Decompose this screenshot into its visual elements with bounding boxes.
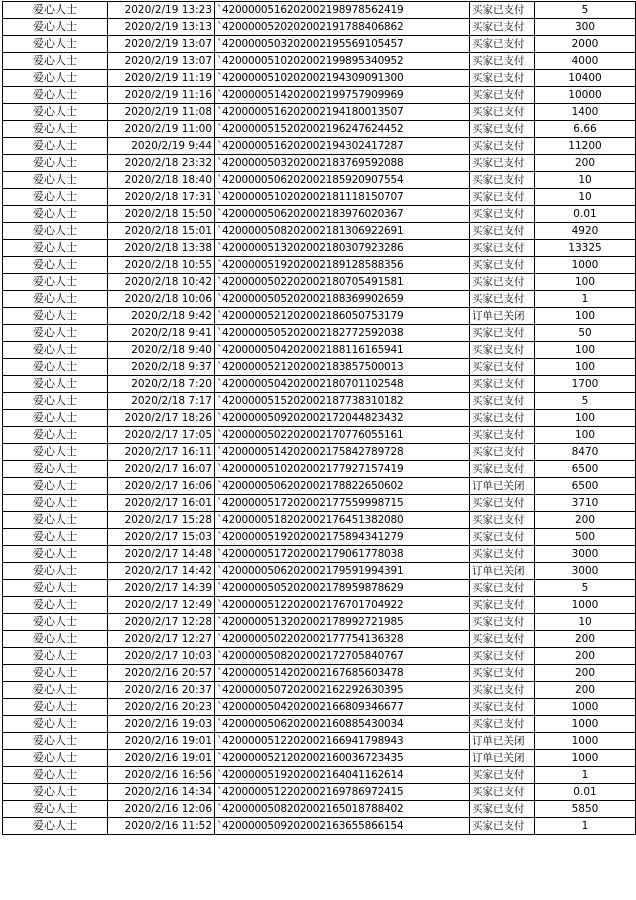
- order-number-cell: `4200000505202002188369902659: [215, 291, 470, 308]
- status-cell: 买家已支付: [470, 546, 535, 563]
- time-cell: 2020/2/16 11:52: [108, 818, 215, 835]
- amount-cell: 6500: [535, 478, 636, 495]
- table-row: [3, 36, 636, 53]
- status-cell: 买家已支付: [470, 427, 535, 444]
- table-row: [3, 767, 636, 784]
- table-row: [3, 478, 636, 495]
- amount-cell: 200: [535, 512, 636, 529]
- amount-cell: 10000: [535, 87, 636, 104]
- time-cell: 2020/2/18 9:37: [108, 359, 215, 376]
- order-number-cell: `4200000514202002199757909969: [215, 87, 470, 104]
- time-cell: 2020/2/17 14:42: [108, 563, 215, 580]
- table-row: [3, 461, 636, 478]
- table-row: [3, 223, 636, 240]
- status-cell: 买家已支付: [470, 648, 535, 665]
- order-number-cell: `4200000514202002175842789728: [215, 444, 470, 461]
- table-row: [3, 410, 636, 427]
- status-cell: 买家已支付: [470, 36, 535, 53]
- time-cell: 2020/2/16 20:37: [108, 682, 215, 699]
- order-number-cell: `4200000502202002180705491581: [215, 274, 470, 291]
- status-cell: 买家已支付: [470, 70, 535, 87]
- order-number-cell: `4200000521202002183857500013: [215, 359, 470, 376]
- amount-cell: 1000: [535, 733, 636, 750]
- status-cell: 买家已支付: [470, 291, 535, 308]
- status-cell: 订单已关闭: [470, 750, 535, 767]
- order-number-cell: `4200000507202002162292630395: [215, 682, 470, 699]
- donor-name-cell: 爱心人士: [3, 376, 108, 393]
- status-cell: 买家已支付: [470, 257, 535, 274]
- time-cell: 2020/2/18 9:40: [108, 342, 215, 359]
- amount-cell: 100: [535, 308, 636, 325]
- donor-name-cell: 爱心人士: [3, 716, 108, 733]
- amount-cell: 500: [535, 529, 636, 546]
- table-row: [3, 597, 636, 614]
- table-row: [3, 325, 636, 342]
- amount-cell: 6500: [535, 461, 636, 478]
- status-cell: 买家已支付: [470, 2, 535, 19]
- donor-name-cell: 爱心人士: [3, 478, 108, 495]
- table-row: [3, 376, 636, 393]
- time-cell: 2020/2/17 16:06: [108, 478, 215, 495]
- time-cell: 2020/2/18 15:50: [108, 206, 215, 223]
- amount-cell: 10: [535, 614, 636, 631]
- table-row: [3, 87, 636, 104]
- donor-name-cell: 爱心人士: [3, 461, 108, 478]
- order-number-cell: `4200000521202002186050753179: [215, 308, 470, 325]
- table-row: [3, 665, 636, 682]
- order-number-cell: `4200000506202002185920907554: [215, 172, 470, 189]
- time-cell: 2020/2/17 15:28: [108, 512, 215, 529]
- amount-cell: 10: [535, 172, 636, 189]
- amount-cell: 1000: [535, 597, 636, 614]
- table-row: [3, 104, 636, 121]
- table-row: [3, 257, 636, 274]
- table-row: [3, 750, 636, 767]
- order-number-cell: `4200000517202002179061778038: [215, 546, 470, 563]
- table-row: [3, 801, 636, 818]
- status-cell: 买家已支付: [470, 19, 535, 36]
- time-cell: 2020/2/17 12:28: [108, 614, 215, 631]
- table-row: [3, 393, 636, 410]
- status-cell: 订单已关闭: [470, 733, 535, 750]
- time-cell: 2020/2/19 11:08: [108, 104, 215, 121]
- donor-name-cell: 爱心人士: [3, 104, 108, 121]
- amount-cell: 11200: [535, 138, 636, 155]
- table-row: [3, 682, 636, 699]
- donor-name-cell: 爱心人士: [3, 223, 108, 240]
- donor-name-cell: 爱心人士: [3, 784, 108, 801]
- donor-name-cell: 爱心人士: [3, 818, 108, 835]
- status-cell: 买家已支付: [470, 104, 535, 121]
- status-cell: 买家已支付: [470, 784, 535, 801]
- amount-cell: 100: [535, 410, 636, 427]
- order-number-cell: `4200000518202002176451382080: [215, 512, 470, 529]
- status-cell: 买家已支付: [470, 529, 535, 546]
- amount-cell: 4000: [535, 53, 636, 70]
- status-cell: 买家已支付: [470, 716, 535, 733]
- time-cell: 2020/2/19 11:00: [108, 121, 215, 138]
- time-cell: 2020/2/17 16:07: [108, 461, 215, 478]
- order-number-cell: `4200000519202002189128588356: [215, 257, 470, 274]
- donor-name-cell: 爱心人士: [3, 733, 108, 750]
- time-cell: 2020/2/16 19:03: [108, 716, 215, 733]
- table-row: [3, 2, 636, 19]
- table-row: [3, 240, 636, 257]
- status-cell: 买家已支付: [470, 240, 535, 257]
- amount-cell: 100: [535, 427, 636, 444]
- amount-cell: 100: [535, 274, 636, 291]
- order-number-cell: `4200000505202002178959878629: [215, 580, 470, 597]
- table-row: [3, 121, 636, 138]
- table-row: [3, 580, 636, 597]
- amount-cell: 0.01: [535, 784, 636, 801]
- time-cell: 2020/2/16 19:01: [108, 750, 215, 767]
- donor-name-cell: 爱心人士: [3, 240, 108, 257]
- order-number-cell: `4200000512202002166941798943: [215, 733, 470, 750]
- donor-name-cell: 爱心人士: [3, 308, 108, 325]
- table-row: [3, 733, 636, 750]
- donor-name-cell: 爱心人士: [3, 87, 108, 104]
- table-row: [3, 359, 636, 376]
- time-cell: 2020/2/19 9:44: [108, 138, 215, 155]
- donor-name-cell: 爱心人士: [3, 750, 108, 767]
- time-cell: 2020/2/17 17:05: [108, 427, 215, 444]
- time-cell: 2020/2/19 13:13: [108, 19, 215, 36]
- order-number-cell: `4200000515202002187738310182: [215, 393, 470, 410]
- status-cell: 买家已支付: [470, 138, 535, 155]
- time-cell: 2020/2/18 10:42: [108, 274, 215, 291]
- status-cell: 买家已支付: [470, 801, 535, 818]
- status-cell: 买家已支付: [470, 155, 535, 172]
- amount-cell: 1: [535, 767, 636, 784]
- amount-cell: 5850: [535, 801, 636, 818]
- donor-name-cell: 爱心人士: [3, 206, 108, 223]
- status-cell: 订单已关闭: [470, 478, 535, 495]
- time-cell: 2020/2/18 10:06: [108, 291, 215, 308]
- table-row: [3, 716, 636, 733]
- donor-name-cell: 爱心人士: [3, 631, 108, 648]
- time-cell: 2020/2/18 7:17: [108, 393, 215, 410]
- table-row: [3, 546, 636, 563]
- donation-table-body: [3, 2, 636, 835]
- status-cell: 买家已支付: [470, 325, 535, 342]
- amount-cell: 1000: [535, 257, 636, 274]
- donor-name-cell: 爱心人士: [3, 767, 108, 784]
- status-cell: 买家已支付: [470, 87, 535, 104]
- status-cell: 买家已支付: [470, 699, 535, 716]
- status-cell: 买家已支付: [470, 359, 535, 376]
- donor-name-cell: 爱心人士: [3, 563, 108, 580]
- donor-name-cell: 爱心人士: [3, 36, 108, 53]
- status-cell: 买家已支付: [470, 444, 535, 461]
- status-cell: 买家已支付: [470, 189, 535, 206]
- table-row: [3, 138, 636, 155]
- time-cell: 2020/2/18 13:38: [108, 240, 215, 257]
- order-number-cell: `4200000510202002177927157419: [215, 461, 470, 478]
- amount-cell: 200: [535, 665, 636, 682]
- donor-name-cell: 爱心人士: [3, 2, 108, 19]
- amount-cell: 200: [535, 648, 636, 665]
- donor-name-cell: 爱心人士: [3, 359, 108, 376]
- amount-cell: 2000: [535, 36, 636, 53]
- table-row: [3, 784, 636, 801]
- order-number-cell: `4200000510202002181118150707: [215, 189, 470, 206]
- table-row: [3, 648, 636, 665]
- donor-name-cell: 爱心人士: [3, 138, 108, 155]
- order-number-cell: `4200000513202002178992721985: [215, 614, 470, 631]
- time-cell: 2020/2/19 13:07: [108, 53, 215, 70]
- status-cell: 买家已支付: [470, 393, 535, 410]
- time-cell: 2020/2/17 10:03: [108, 648, 215, 665]
- time-cell: 2020/2/17 12:49: [108, 597, 215, 614]
- donor-name-cell: 爱心人士: [3, 342, 108, 359]
- donor-name-cell: 爱心人士: [3, 53, 108, 70]
- time-cell: 2020/2/18 18:40: [108, 172, 215, 189]
- time-cell: 2020/2/18 7:20: [108, 376, 215, 393]
- amount-cell: 50: [535, 325, 636, 342]
- order-number-cell: `4200000508202002172705840767: [215, 648, 470, 665]
- amount-cell: 200: [535, 155, 636, 172]
- order-number-cell: `4200000503202002195569105457: [215, 36, 470, 53]
- time-cell: 2020/2/18 9:42: [108, 308, 215, 325]
- donor-name-cell: 爱心人士: [3, 155, 108, 172]
- donor-name-cell: 爱心人士: [3, 19, 108, 36]
- table-row: [3, 614, 636, 631]
- amount-cell: 3000: [535, 563, 636, 580]
- order-number-cell: `4200000519202002175894341279: [215, 529, 470, 546]
- amount-cell: 4920: [535, 223, 636, 240]
- table-row: [3, 172, 636, 189]
- table-row: [3, 274, 636, 291]
- order-number-cell: `4200000516202002194180013507: [215, 104, 470, 121]
- order-number-cell: `4200000505202002182772592038: [215, 325, 470, 342]
- amount-cell: 8470: [535, 444, 636, 461]
- status-cell: 买家已支付: [470, 274, 535, 291]
- table-row: [3, 342, 636, 359]
- table-row: [3, 512, 636, 529]
- time-cell: 2020/2/16 19:01: [108, 733, 215, 750]
- time-cell: 2020/2/16 14:34: [108, 784, 215, 801]
- amount-cell: 13325: [535, 240, 636, 257]
- amount-cell: 300: [535, 19, 636, 36]
- order-number-cell: `4200000521202002160036723435: [215, 750, 470, 767]
- amount-cell: 200: [535, 631, 636, 648]
- order-number-cell: `4200000504202002188116165941: [215, 342, 470, 359]
- status-cell: 买家已支付: [470, 172, 535, 189]
- amount-cell: 3000: [535, 546, 636, 563]
- donor-name-cell: 爱心人士: [3, 648, 108, 665]
- status-cell: 买家已支付: [470, 597, 535, 614]
- status-cell: 买家已支付: [470, 53, 535, 70]
- donor-name-cell: 爱心人士: [3, 189, 108, 206]
- amount-cell: 0.01: [535, 206, 636, 223]
- donor-name-cell: 爱心人士: [3, 291, 108, 308]
- table-row: [3, 529, 636, 546]
- status-cell: 买家已支付: [470, 580, 535, 597]
- amount-cell: 3710: [535, 495, 636, 512]
- table-row: [3, 155, 636, 172]
- amount-cell: 100: [535, 342, 636, 359]
- status-cell: 买家已支付: [470, 512, 535, 529]
- time-cell: 2020/2/18 23:32: [108, 155, 215, 172]
- order-number-cell: `4200000502202002177754136328: [215, 631, 470, 648]
- order-number-cell: `4200000516202002194302417287: [215, 138, 470, 155]
- status-cell: 买家已支付: [470, 223, 535, 240]
- donor-name-cell: 爱心人士: [3, 393, 108, 410]
- donation-table: [2, 1, 636, 835]
- table-row: [3, 19, 636, 36]
- table-row: [3, 444, 636, 461]
- amount-cell: 100: [535, 359, 636, 376]
- order-number-cell: `4200000510202002194309091300: [215, 70, 470, 87]
- order-number-cell: `4200000519202002164041162614: [215, 767, 470, 784]
- amount-cell: 5: [535, 2, 636, 19]
- order-number-cell: `4200000508202002181306922691: [215, 223, 470, 240]
- table-row: [3, 495, 636, 512]
- status-cell: 买家已支付: [470, 376, 535, 393]
- donor-name-cell: 爱心人士: [3, 274, 108, 291]
- status-cell: 买家已支付: [470, 665, 535, 682]
- time-cell: 2020/2/18 15:01: [108, 223, 215, 240]
- status-cell: 买家已支付: [470, 818, 535, 835]
- donor-name-cell: 爱心人士: [3, 529, 108, 546]
- status-cell: 买家已支付: [470, 495, 535, 512]
- order-number-cell: `4200000513202002180307923286: [215, 240, 470, 257]
- order-number-cell: `4200000504202002180701102548: [215, 376, 470, 393]
- time-cell: 2020/2/19 11:19: [108, 70, 215, 87]
- amount-cell: 1000: [535, 699, 636, 716]
- status-cell: 买家已支付: [470, 410, 535, 427]
- amount-cell: 1400: [535, 104, 636, 121]
- amount-cell: 5: [535, 580, 636, 597]
- time-cell: 2020/2/17 16:11: [108, 444, 215, 461]
- table-row: [3, 699, 636, 716]
- donor-name-cell: 爱心人士: [3, 546, 108, 563]
- time-cell: 2020/2/17 15:03: [108, 529, 215, 546]
- order-number-cell: `4200000508202002165018788402: [215, 801, 470, 818]
- order-number-cell: `4200000509202002172044823432: [215, 410, 470, 427]
- amount-cell: 10: [535, 189, 636, 206]
- amount-cell: 6.66: [535, 121, 636, 138]
- donor-name-cell: 爱心人士: [3, 427, 108, 444]
- order-number-cell: `4200000514202002167685603478: [215, 665, 470, 682]
- amount-cell: 200: [535, 682, 636, 699]
- amount-cell: 1: [535, 291, 636, 308]
- donor-name-cell: 爱心人士: [3, 444, 108, 461]
- status-cell: 买家已支付: [470, 206, 535, 223]
- amount-cell: 5: [535, 393, 636, 410]
- status-cell: 买家已支付: [470, 767, 535, 784]
- time-cell: 2020/2/17 18:26: [108, 410, 215, 427]
- time-cell: 2020/2/19 11:16: [108, 87, 215, 104]
- order-number-cell: `4200000516202002198978562419: [215, 2, 470, 19]
- table-row: [3, 563, 636, 580]
- time-cell: 2020/2/18 9:41: [108, 325, 215, 342]
- status-cell: 买家已支付: [470, 461, 535, 478]
- amount-cell: 1000: [535, 750, 636, 767]
- status-cell: 订单已关闭: [470, 308, 535, 325]
- order-number-cell: `4200000506202002183976020367: [215, 206, 470, 223]
- donor-name-cell: 爱心人士: [3, 257, 108, 274]
- table-row: [3, 206, 636, 223]
- time-cell: 2020/2/19 13:07: [108, 36, 215, 53]
- table-row: [3, 70, 636, 87]
- order-number-cell: `4200000512202002176701704922: [215, 597, 470, 614]
- status-cell: 买家已支付: [470, 342, 535, 359]
- amount-cell: 10400: [535, 70, 636, 87]
- order-number-cell: `4200000510202002199895340952: [215, 53, 470, 70]
- time-cell: 2020/2/16 12:06: [108, 801, 215, 818]
- time-cell: 2020/2/17 12:27: [108, 631, 215, 648]
- order-number-cell: `4200000517202002177559998715: [215, 495, 470, 512]
- table-row: [3, 427, 636, 444]
- order-number-cell: `4200000506202002179591994391: [215, 563, 470, 580]
- donor-name-cell: 爱心人士: [3, 325, 108, 342]
- order-number-cell: `4200000520202002191788406862: [215, 19, 470, 36]
- donor-name-cell: 爱心人士: [3, 699, 108, 716]
- time-cell: 2020/2/19 13:23: [108, 2, 215, 19]
- status-cell: 买家已支付: [470, 121, 535, 138]
- order-number-cell: `4200000506202002178822650602: [215, 478, 470, 495]
- table-row: [3, 308, 636, 325]
- donor-name-cell: 爱心人士: [3, 682, 108, 699]
- order-number-cell: `4200000515202002196247624452: [215, 121, 470, 138]
- donor-name-cell: 爱心人士: [3, 495, 108, 512]
- donor-name-cell: 爱心人士: [3, 172, 108, 189]
- donor-name-cell: 爱心人士: [3, 801, 108, 818]
- order-number-cell: `4200000503202002183769592088: [215, 155, 470, 172]
- status-cell: 订单已关闭: [470, 563, 535, 580]
- status-cell: 买家已支付: [470, 631, 535, 648]
- donor-name-cell: 爱心人士: [3, 512, 108, 529]
- table-row: [3, 291, 636, 308]
- donor-name-cell: 爱心人士: [3, 121, 108, 138]
- order-number-cell: `4200000506202002160885430034: [215, 716, 470, 733]
- time-cell: 2020/2/18 10:55: [108, 257, 215, 274]
- donor-name-cell: 爱心人士: [3, 665, 108, 682]
- table-row: [3, 53, 636, 70]
- time-cell: 2020/2/18 17:31: [108, 189, 215, 206]
- status-cell: 买家已支付: [470, 614, 535, 631]
- time-cell: 2020/2/16 16:56: [108, 767, 215, 784]
- time-cell: 2020/2/17 16:01: [108, 495, 215, 512]
- amount-cell: 1000: [535, 716, 636, 733]
- time-cell: 2020/2/17 14:48: [108, 546, 215, 563]
- status-cell: 买家已支付: [470, 682, 535, 699]
- time-cell: 2020/2/16 20:57: [108, 665, 215, 682]
- table-row: [3, 631, 636, 648]
- donor-name-cell: 爱心人士: [3, 410, 108, 427]
- time-cell: 2020/2/16 20:23: [108, 699, 215, 716]
- donor-name-cell: 爱心人士: [3, 580, 108, 597]
- table-row: [3, 818, 636, 835]
- order-number-cell: `4200000502202002170776055161: [215, 427, 470, 444]
- amount-cell: 1700: [535, 376, 636, 393]
- order-number-cell: `4200000512202002169786972415: [215, 784, 470, 801]
- order-number-cell: `4200000504202002166809346677: [215, 699, 470, 716]
- donor-name-cell: 爱心人士: [3, 614, 108, 631]
- donor-name-cell: 爱心人士: [3, 597, 108, 614]
- time-cell: 2020/2/17 14:39: [108, 580, 215, 597]
- donor-name-cell: 爱心人士: [3, 70, 108, 87]
- table-row: [3, 189, 636, 206]
- amount-cell: 1: [535, 818, 636, 835]
- order-number-cell: `4200000509202002163655866154: [215, 818, 470, 835]
